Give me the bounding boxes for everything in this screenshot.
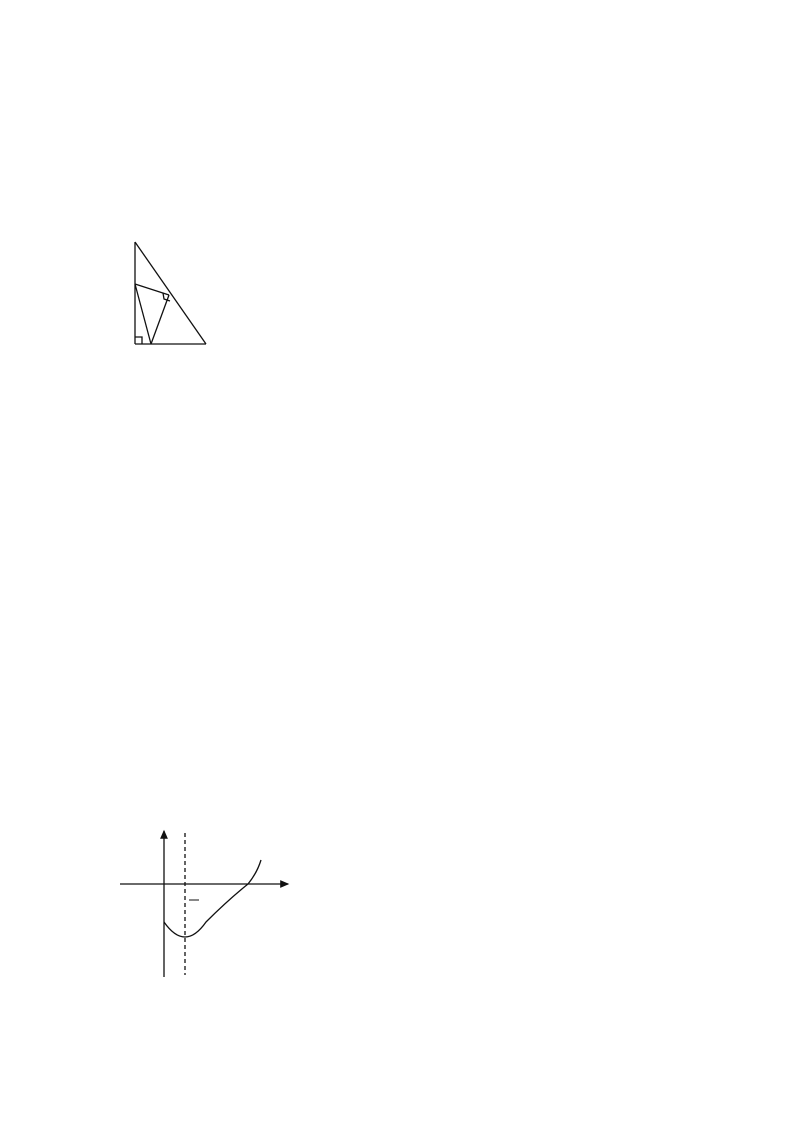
- right-angle-c: [135, 337, 142, 344]
- segment-fe: [135, 284, 151, 344]
- parabola-curve: [164, 860, 261, 937]
- q10-parabola-figure: [118, 825, 318, 985]
- q9-triangle-figure: [118, 232, 228, 357]
- segment-fd: [135, 284, 169, 295]
- q9-graph-b: [420, 400, 570, 500]
- q9-graph-c: [135, 540, 285, 640]
- side-ab: [135, 242, 206, 344]
- q9-graph-d: [420, 540, 570, 640]
- segment-de: [151, 295, 169, 344]
- q9-graph-a: [135, 400, 285, 500]
